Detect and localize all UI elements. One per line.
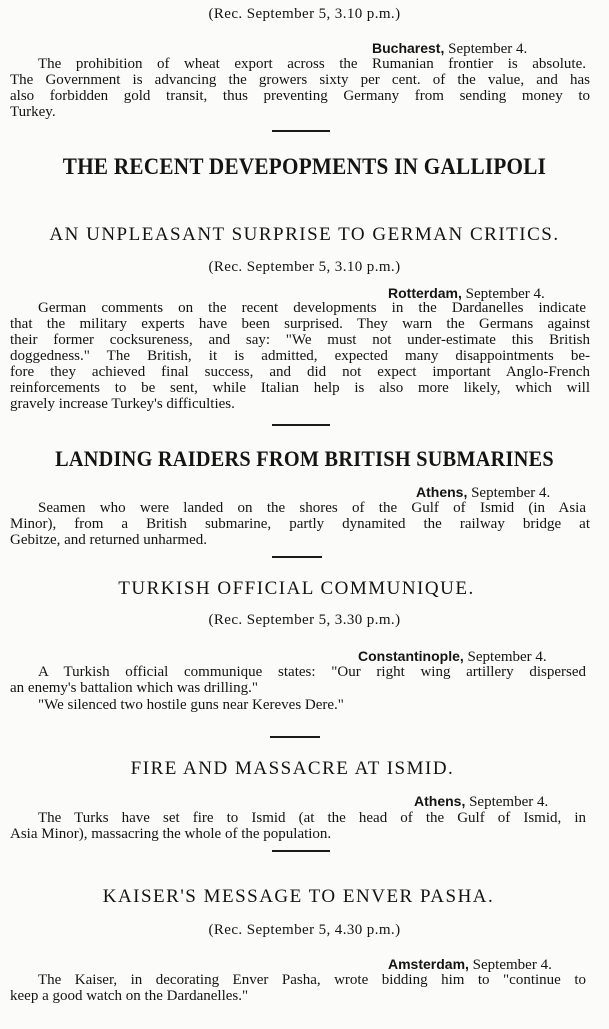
dateline-place: Rotterdam, <box>388 285 462 301</box>
dateline-date: September 4. <box>465 286 545 302</box>
divider-rule <box>272 850 330 852</box>
body-line: Turkey. <box>10 104 56 120</box>
rec-time: (Rec. September 5, 3.10 p.m.) <box>208 6 401 22</box>
body-line: keep a good watch on the Dardanelles." <box>10 988 249 1004</box>
dateline-place: Constantinople, <box>358 648 464 664</box>
section-headline: THE RECENT DEVEPOPMENTS IN GALLIPOLI <box>62 154 547 179</box>
dateline-date: September 4. <box>467 649 547 665</box>
rec-time: (Rec. September 5, 3.30 p.m.) <box>208 612 401 628</box>
divider-rule <box>270 736 320 738</box>
body-line: Gebitze, and returned unharmed. <box>10 532 207 548</box>
article-headline: FIRE AND MASSACRE AT ISMID. <box>130 758 455 779</box>
body-line: their former cocksureness, and say: "We must not under-estimate this British <box>10 332 590 348</box>
dateline <box>414 793 548 811</box>
dateline-place: Athens, <box>414 793 466 809</box>
rec-time: (Rec. September 5, 4.30 p.m.) <box>208 922 401 938</box>
body-line: fore they achieved final success, and did not expect important Anglo-French <box>10 364 590 380</box>
body-line: also forbidden gold transit, thus preventing Germany from sending money to <box>10 88 590 104</box>
dateline-date: September 4. <box>472 957 552 973</box>
dateline-date: September 4. <box>471 485 551 501</box>
divider-rule <box>272 130 330 132</box>
body-line: "We silenced two hostile guns near Kereves Dere." <box>38 697 344 713</box>
dateline-place: Amsterdam, <box>388 956 469 972</box>
body-line: Seamen who were landed on the shores of the Gulf of Ismid (in Asia <box>38 500 586 516</box>
body-line: The prohibition of wheat export across the Rumanian frontier is absolute. <box>38 56 586 72</box>
article-headline: AN UNPLEASANT SURPRISE TO GERMAN CRITICS. <box>49 224 560 245</box>
body-line: doggedness." The British, it is admitted, expected many disappointments be- <box>10 348 590 364</box>
body-line: an enemy's battalion which was drilling." <box>10 680 258 696</box>
dateline-place: Athens, <box>416 484 468 500</box>
body-line: The Kaiser, in decorating Enver Pasha, wrote bidding him to "continue to <box>38 972 586 988</box>
rec-time: (Rec. September 5, 3.10 p.m.) <box>208 259 401 275</box>
article-headline: TURKISH OFFICIAL COMMUNIQUE. <box>118 578 475 599</box>
dateline-date: September 4. <box>448 41 528 57</box>
body-line: The Turks have set fire to Ismid (at the head of the Gulf of Ismid, in <box>38 810 586 826</box>
body-line: reinforcements to be sent, while Italian help is also more likely, which will <box>10 380 590 396</box>
divider-rule <box>272 556 322 558</box>
dateline-place: Bucharest, <box>372 40 445 56</box>
article-headline: KAISER'S MESSAGE TO ENVER PASHA. <box>102 886 495 907</box>
body-line: German comments on the recent developments in the Dardanelles indicate <box>38 300 586 316</box>
body-line: A Turkish official communique states: "Our right wing artillery dispersed <box>38 664 586 680</box>
body-line: gravely increase Turkey's difficulties. <box>10 396 235 412</box>
body-line: The Government is advancing the growers sixty per cent. of the value, and has <box>10 72 590 88</box>
article-headline: LANDING RAIDERS FROM BRITISH SUBMARINES <box>55 446 554 471</box>
dateline-date: September 4. <box>469 794 549 810</box>
divider-rule <box>272 424 330 426</box>
body-line: Minor), from a British submarine, partly dynamited the railway bridge at <box>10 516 590 532</box>
body-line: that the military experts have been surprised. They warn the Germans against <box>10 316 590 332</box>
body-line: Asia Minor), massacring the whole of the population. <box>10 826 332 842</box>
